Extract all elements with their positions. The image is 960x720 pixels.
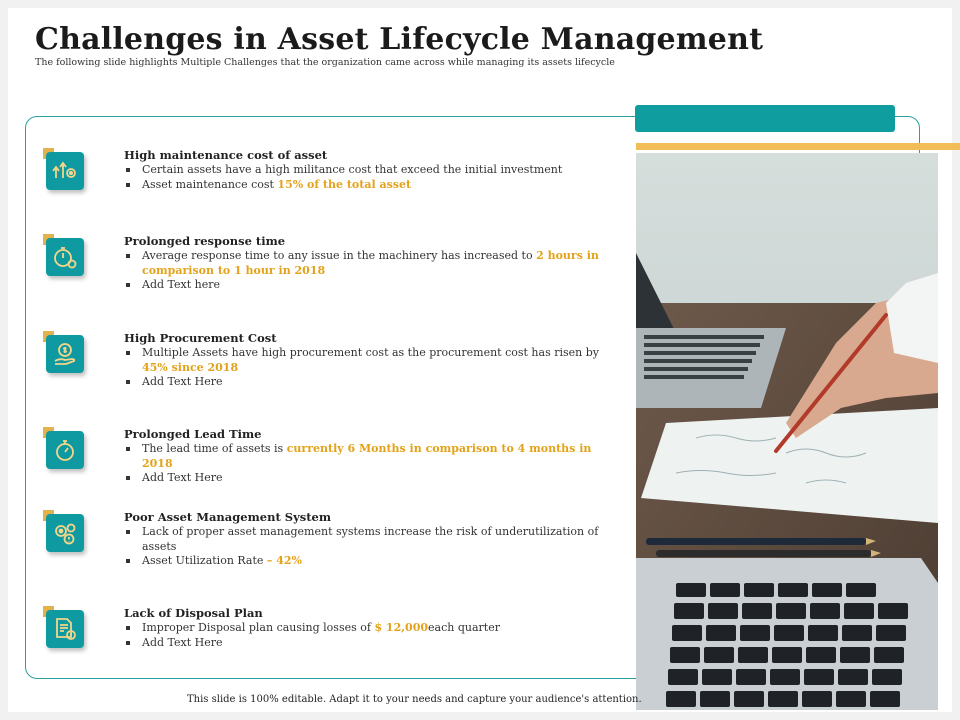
highlight-text: – 42%: [266, 554, 303, 567]
bullet: Improper Disposal plan causing losses of $ 12,000each quarter: [124, 621, 599, 636]
arrows-gears-icon: [46, 152, 84, 190]
bullet: Asset maintenance cost 15% of the total asset: [124, 178, 599, 193]
highlight-text: 2 hours in comparison to 1 hour in 2018: [142, 249, 599, 277]
bullet: Average response time to any issue in the machinery has increased to 2 hours in comparison to 1 hour in 2018: [124, 249, 599, 278]
bullet: Asset Utilization Rate – 42%: [124, 554, 599, 569]
highlight-text: $ 12,000: [374, 621, 429, 634]
gold-accent-line: [636, 143, 960, 150]
bullet: Add Text Here: [124, 471, 599, 486]
page-title: Challenges in Asset Lifecycle Management: [35, 22, 764, 57]
bullet: Add Text here: [124, 278, 599, 293]
hand-coin-icon: [46, 335, 84, 373]
page-subtitle: The following slide highlights Multiple Challenges that the organization came across while managing its assets lifecycle: [35, 57, 615, 68]
document-warning-icon: [46, 610, 84, 648]
teal-header-bar: [635, 105, 895, 132]
laptop-desk-photo: [636, 153, 938, 710]
stopwatch-gear-icon: [46, 238, 84, 276]
gears-warning-icon: [46, 514, 84, 552]
bullet: Add Text Here: [124, 375, 599, 390]
challenge-heading: High Procurement Cost: [124, 331, 277, 345]
bullet: Certain assets have a high militance cost that exceed the initial investment: [124, 163, 599, 178]
bullet: Add Text Here: [124, 636, 599, 651]
bullet: Lack of proper asset management systems increase the risk of underutilization of assets: [124, 525, 599, 554]
stopwatch-icon: [46, 431, 84, 469]
highlight-text: 15% of the total asset: [277, 177, 412, 191]
challenge-heading: Lack of Disposal Plan: [124, 606, 263, 620]
bullet: The lead time of assets is currently 6 Months in comparison to 4 months in 2018: [124, 442, 599, 471]
footer-note: This slide is 100% editable. Adapt it to your needs and capture your audience's attention.: [187, 694, 642, 705]
challenge-heading: Prolonged Lead Time: [124, 427, 262, 441]
bullet: Multiple Assets have high procurement cost as the procurement cost has risen by 45% since 2018: [124, 346, 599, 375]
challenge-heading: Prolonged response time: [124, 234, 286, 248]
highlight-text: 45% since 2018: [142, 360, 239, 374]
highlight-text: currently 6 Months in comparison to 4 months in 2018: [142, 442, 592, 470]
challenge-heading: High maintenance cost of asset: [124, 148, 328, 162]
challenge-heading: Poor Asset Management System: [124, 510, 332, 524]
